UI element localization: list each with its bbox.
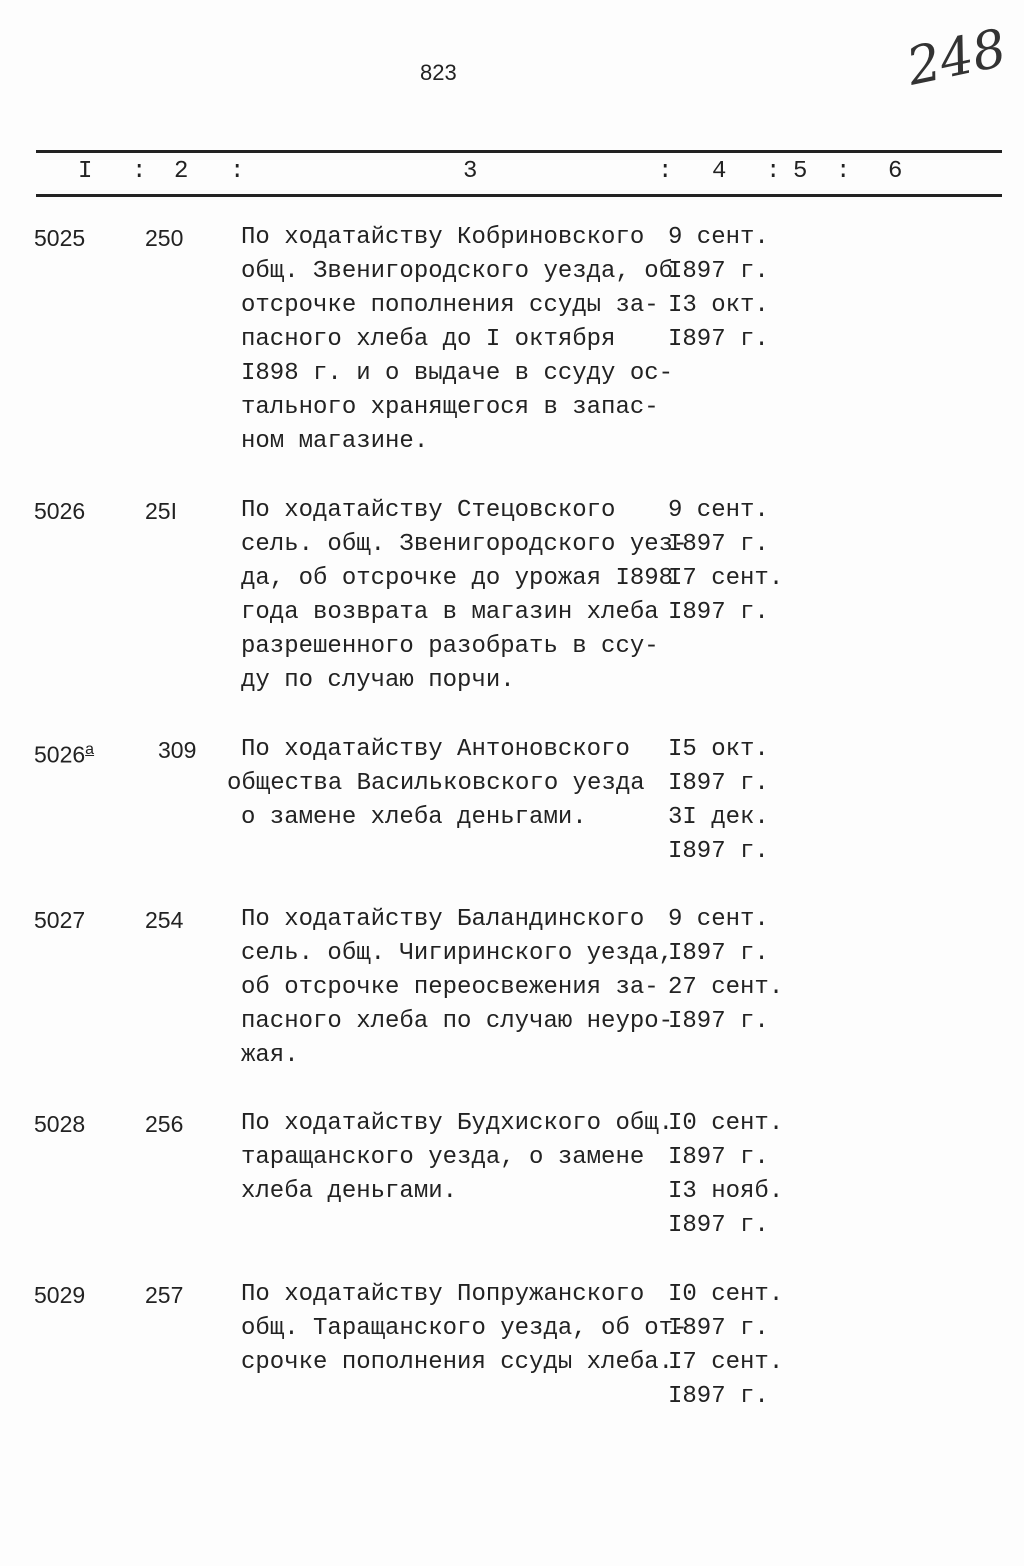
page-number: 823 (420, 60, 457, 85)
header-col-1: I (78, 158, 93, 185)
date-line: I897 г. (668, 940, 769, 967)
header-sep: : (836, 158, 851, 185)
description-line: общества Васильковского уезда (227, 770, 645, 797)
date-line: I3 нояб. (668, 1178, 784, 1205)
description-line: ном магазине. (241, 428, 429, 455)
old-number: 250 (145, 225, 184, 251)
entry-number (34, 494, 85, 528)
entry-number-text: 5028 (34, 1111, 86, 1137)
header-col-2: 2 (174, 158, 189, 185)
date-line: I897 г. (668, 1315, 769, 1342)
entry-number (34, 903, 85, 937)
entry-dates (668, 494, 783, 630)
description-line: пасного хлеба до I октября (241, 326, 616, 353)
date-line: I5 окт. (668, 736, 769, 763)
date-line: 9 сент. (668, 906, 769, 933)
date-line: I3 окт. (668, 292, 769, 319)
description-line: сель. общ. Чигиринского уезда, (241, 940, 674, 967)
date-line: I7 сент. (668, 1349, 784, 1376)
description-line: По ходатайству Будхиского общ. (241, 1110, 674, 1137)
entry-description (241, 1278, 687, 1380)
date-line: I897 г. (668, 1212, 769, 1239)
date-line: I897 г. (668, 1144, 769, 1171)
description-line: тального хранящегося в запас- (241, 394, 659, 421)
entry-description (241, 1107, 673, 1209)
date-line: I897 г. (668, 326, 769, 353)
date-line: I897 г. (668, 770, 769, 797)
date-line: I897 г. (668, 1008, 769, 1035)
description-line: жая. (241, 1042, 299, 1069)
entry-description (241, 494, 687, 698)
old-number: 254 (145, 907, 184, 933)
description-line: срочке пополнения ссуды хлеба. (241, 1349, 674, 1376)
header-sep: : (766, 158, 781, 185)
old-number: 256 (145, 1111, 184, 1137)
entry-number (34, 1278, 85, 1312)
description-line: По ходатайству Кобриновского (241, 224, 645, 251)
entry-dates (668, 733, 769, 869)
description-line: По ходатайству Антоновского (241, 736, 630, 763)
header-col-3: 3 (463, 158, 478, 185)
description-line: об отсрочке переосвежения за- (241, 974, 659, 1001)
header-bottom-rule (36, 194, 1002, 197)
description-line: разрешенного разобрать в ссу- (241, 633, 659, 660)
entry-number-text: 5026 (34, 741, 86, 768)
entry-description (227, 733, 645, 835)
date-line: I7 сент. (668, 565, 784, 592)
entry-number (34, 1107, 85, 1141)
entry-number-text: 5025 (34, 225, 86, 251)
entry-number (34, 733, 94, 772)
description-line: ду по случаю порчи. (241, 667, 515, 694)
description-line: таращанского уезда, о замене (241, 1144, 645, 1171)
description-line: отсрочке пополнения ссуды за- (241, 292, 659, 319)
entry-description (241, 221, 673, 459)
date-line: 9 сент. (668, 497, 769, 524)
description-line: хлеба деньгами. (241, 1178, 458, 1205)
entry-number (34, 221, 85, 255)
entry-number-text: 5029 (34, 1282, 86, 1308)
header-top-rule (36, 150, 1002, 153)
entry-number-suffix: а (85, 741, 95, 758)
old-number: 257 (145, 1282, 184, 1308)
date-line: I897 г. (668, 531, 769, 558)
entry-dates (668, 903, 783, 1039)
description-line: По ходатайству Баландинского (241, 906, 645, 933)
date-line: 9 сент. (668, 224, 769, 251)
date-line: I897 г. (668, 599, 769, 626)
description-line: да, об отсрочке до урожая I898 (241, 565, 674, 592)
old-number: 25I (145, 498, 177, 524)
description-line: пасного хлеба по случаю неуро- (241, 1008, 674, 1035)
date-line: I897 г. (668, 838, 769, 865)
date-line: 3I дек. (668, 804, 769, 831)
entry-dates (668, 1278, 783, 1414)
description-line: общ. Звенигородского уезда, об (241, 258, 674, 285)
description-line: По ходатайству Попружанского (241, 1281, 645, 1308)
date-line: 27 сент. (668, 974, 784, 1001)
date-line: I897 г. (668, 258, 769, 285)
entry-number-text: 5027 (34, 907, 86, 933)
header-sep: : (658, 158, 673, 185)
header-sep: : (132, 158, 147, 185)
description-line: По ходатайству Стецовского (241, 497, 616, 524)
entry-number-text: 5026 (34, 498, 86, 524)
description-line: общ. Таращанского уезда, об от- (241, 1315, 688, 1342)
date-line: I0 сент. (668, 1281, 784, 1308)
date-line: I0 сент. (668, 1110, 784, 1137)
header-col-6: 6 (888, 158, 903, 185)
description-line: I898 г. и о выдаче в ссуду ос- (241, 360, 674, 387)
description-line: года возврата в магазин хлеба (241, 599, 659, 626)
entry-description (241, 903, 673, 1073)
header-col-5: 5 (793, 158, 808, 185)
handwritten-folio-number: 248 (901, 18, 1012, 98)
date-line: I897 г. (668, 1383, 769, 1410)
old-number: 309 (158, 737, 197, 763)
description-line: о замене хлеба деньгами. (241, 804, 587, 831)
entry-dates (668, 1107, 783, 1243)
entry-dates (668, 221, 769, 357)
header-sep: : (230, 158, 245, 185)
description-line: сель. общ. Звенигородского уез- (241, 531, 688, 558)
header-col-4: 4 (712, 158, 727, 185)
